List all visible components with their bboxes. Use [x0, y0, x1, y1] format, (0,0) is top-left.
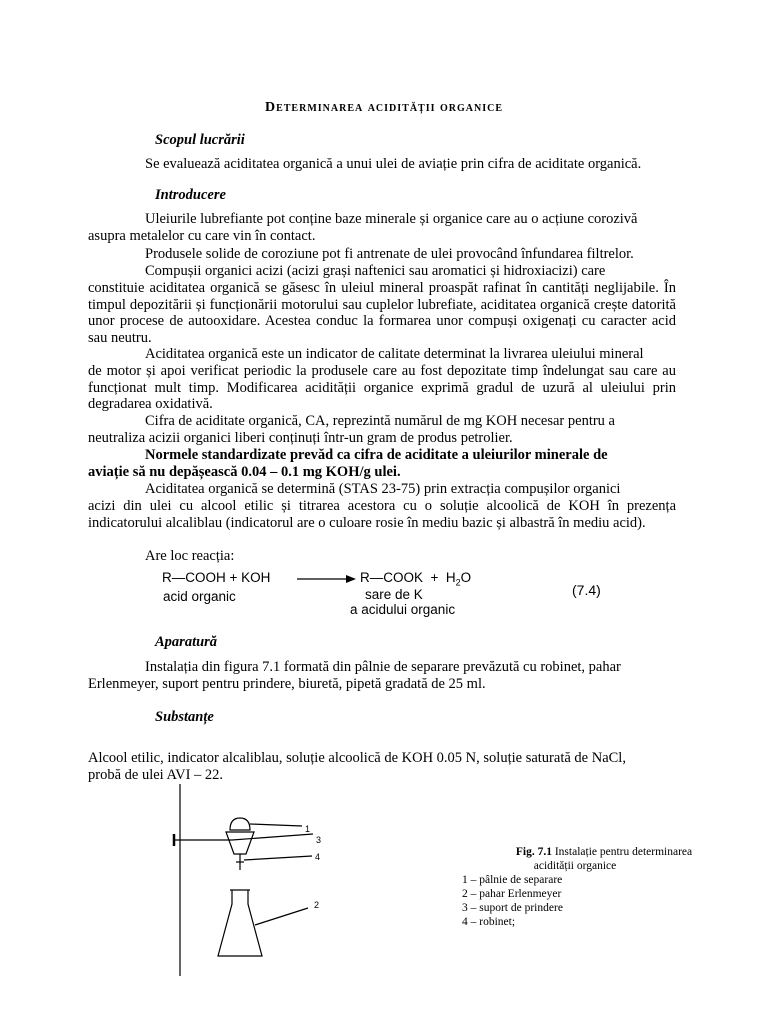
equation-number: (7.4)	[572, 582, 601, 598]
funnel-top	[230, 818, 250, 830]
paragraph-1-line-1: Uleiurile lubrefiante pot conține baze minerale și organice care au o acțiune corozivă	[145, 211, 638, 227]
figure-caption-line-1	[470, 846, 738, 860]
figure-caption-bold: Fig. 7.1	[515, 846, 552, 858]
paragraph-5-line-1: Cifra de aciditate organică, CA, reprezintă numărul de mg KOH necesar pentru a	[145, 413, 615, 429]
equation-right-end: O	[460, 570, 472, 585]
equation-label-right-1: sare de K	[365, 587, 423, 602]
paragraph-4-rest: de motor și apoi verificat periodic la produsele care au fost depozitate timp îndelungat sau care au funcționat mult timp. Modificarea acidității organice exprimă gradul de uzură al uleiului prin degradarea oxidativă.	[88, 363, 676, 412]
aparatura-line-2: Erlenmeyer, suport pentru prindere, biuretă, pipetă gradată de 25 ml.	[88, 676, 486, 692]
funnel-body	[226, 832, 254, 854]
aparatura-line-1: Instalația din figura 7.1 formată din pâlnie de separare prevăzută cu robinet, pahar	[145, 659, 621, 675]
paragraph-6-line-2: aviație să nu depășească 0.04 – 0.1 mg KOH/g ulei.	[88, 464, 401, 480]
paragraph-2: Produsele solide de coroziune pot fi antrenate de ulei provocând înfundarea filtrelor.	[145, 246, 634, 262]
equation-label-left: acid organic	[163, 589, 236, 604]
section-heading-introducere: Introducere	[155, 187, 226, 203]
equation-label-right-2: a acidului organic	[350, 602, 456, 617]
section-heading-scop: Scopul lucrării	[155, 132, 245, 148]
section-heading-substante: Substanțe	[155, 709, 214, 725]
reaction-arrow	[296, 572, 358, 586]
legend-item-2: 2 – pahar Erlenmeyer	[462, 888, 562, 900]
paragraph-8: Are loc reacția:	[145, 548, 235, 564]
substante-line-1: Alcool etilic, indicator alcaliblau, soluție alcoolică de KOH 0.05 N, soluție saturată de NaCl,	[88, 750, 626, 766]
legend-item-3: 3 – suport de prindere	[462, 902, 563, 914]
legend-item-1: 1 – pâlnie de separare	[462, 874, 563, 886]
legend-item-4: 4 – robinet;	[462, 916, 516, 928]
figure-label-3: 3	[316, 835, 322, 845]
equation-right-main: R—COOK + H	[360, 570, 456, 585]
figure-caption-text: Instalație pentru determinarea	[551, 846, 693, 858]
paragraph-7-line-1: Aciditatea organică se determină (STAS 23-75) prin extracția compușilor organici	[145, 481, 621, 497]
figure-label-2: 2	[314, 900, 320, 910]
apparatus-drawing	[160, 780, 350, 980]
paragraph-6-line-1: Normele standardizate prevăd ca cifra de aciditate a uleiurilor minerale de	[145, 447, 608, 463]
paragraph-3-line-1: Compușii organici acizi (acizi grași naftenici sau aromatici și hidroxiacizi) care	[145, 263, 606, 279]
equation-left: R—COOH + KOH	[162, 570, 271, 585]
paragraph-3-rest: constituie aciditatea organică se găsesc în uleiul mineral proaspăt rafinat în cantități neglijabile. În timpul depozitării și funcționării motorului sau cuplelor lubrefiate, aciditatea organică crește datorită unor procese de autooxidare. Acestea conduc la formarea unor compuși oxigenați cu caracter acid sau neutru.	[88, 280, 676, 346]
page-title: Determinarea acidității organice	[264, 100, 504, 115]
figure-caption-line-2: acidității organice	[533, 860, 617, 872]
erlenmeyer-flask	[218, 890, 262, 956]
paragraph-4-line-1: Aciditatea organică este un indicator de calitate determinat la livrarea uleiului mineral	[145, 346, 644, 362]
section-heading-aparatura: Aparatură	[155, 634, 218, 650]
paragraph-5-line-2: neutraliza acizii organici liberi conținuți într-un gram de produs petrolier.	[88, 430, 513, 446]
equation-subscript: 2	[455, 577, 461, 588]
figure-label-1: 1	[305, 824, 311, 834]
paragraph-7-rest: acizi din ulei cu alcool etilic și titrarea acestora cu o soluție alcoolică de KOH în prezența indicatorului alcaliblau (indicatorul are o culoare rosie în mediu bazic și albastră în mediu acid).	[88, 498, 676, 531]
equation-right	[360, 570, 471, 588]
paragraph-1-line-2: asupra metalelor cu care vin în contact.	[88, 228, 316, 244]
substante-line-2: probă de ulei AVI – 22.	[88, 767, 224, 783]
figure-label-4: 4	[315, 852, 321, 862]
scop-text: Se evaluează aciditatea organică a unui ulei de aviație prin cifra de aciditate organică.	[145, 156, 642, 172]
